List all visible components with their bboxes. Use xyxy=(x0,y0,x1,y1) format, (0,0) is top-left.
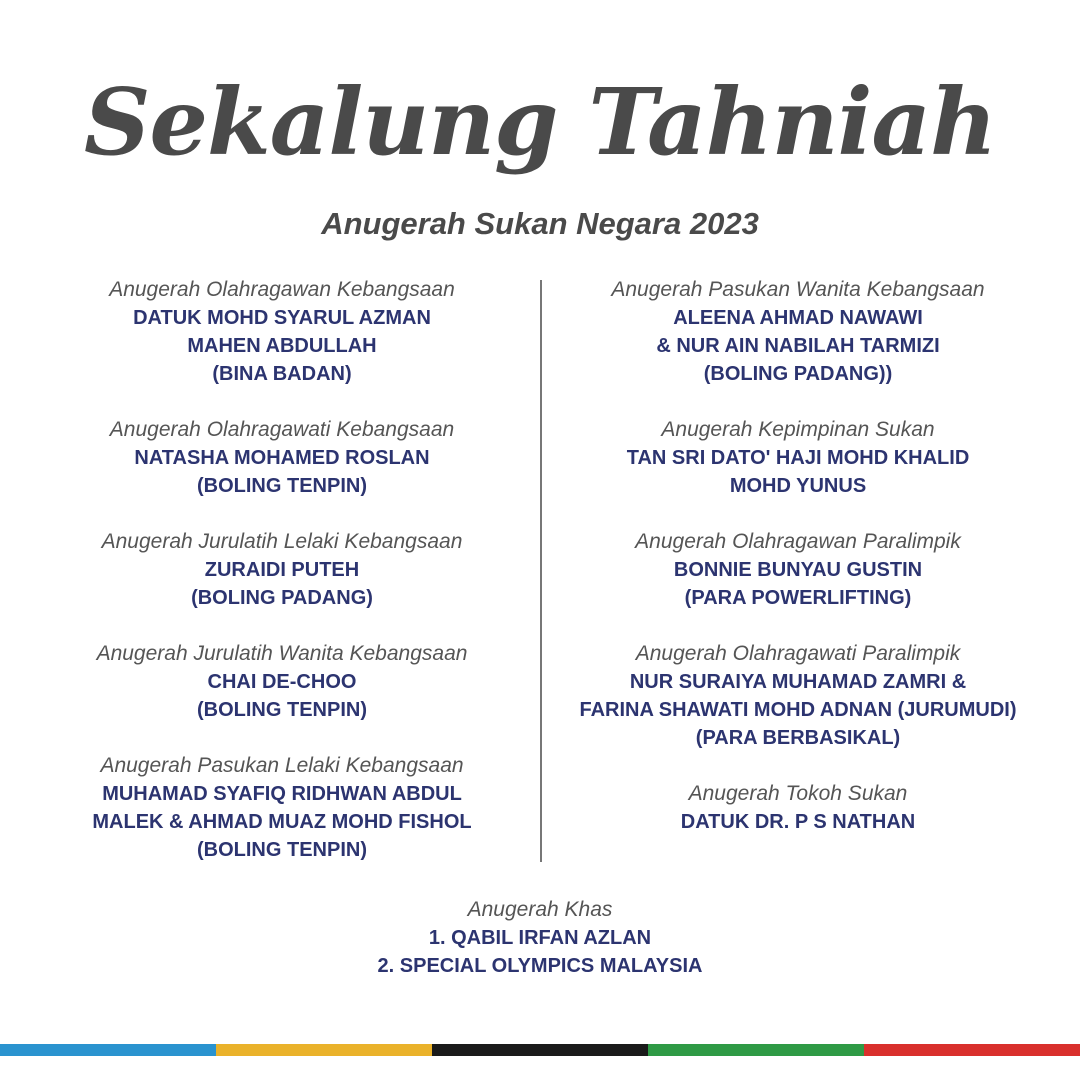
award-recipient: FARINA SHAWATI MOHD ADNAN (JURUMUDI) xyxy=(579,699,1017,721)
award-recipient: DATUK MOHD SYARUL AZMAN xyxy=(133,307,431,329)
award-recipient: NUR SURAIYA MUHAMAD ZAMRI & xyxy=(629,671,967,693)
page-subtitle: Anugerah Sukan Negara 2023 xyxy=(321,206,759,241)
award-title: Anugerah Olahragawati Paralimpik xyxy=(635,642,961,665)
award-entry xyxy=(42,528,522,612)
award-entry xyxy=(548,780,1048,836)
award-sport: (BOLING PADANG)) xyxy=(703,363,893,385)
award-title: Anugerah Kepimpinan Sukan xyxy=(661,418,935,441)
award-entry xyxy=(548,640,1048,752)
right-award-column xyxy=(548,276,1048,836)
award-sport: (BOLING TENPIN) xyxy=(197,475,367,497)
award-recipient: DATUK DR. P S NATHAN xyxy=(680,811,916,833)
award-sport: (BOLING PADANG) xyxy=(191,587,373,609)
award-sport: (BOLING TENPIN) xyxy=(197,699,367,721)
award-sport: (BOLING TENPIN) xyxy=(197,839,367,861)
award-recipient: 2. SPECIAL OLYMPICS MALAYSIA xyxy=(377,955,703,977)
award-recipient: 1. QABIL IRFAN AZLAN xyxy=(428,927,652,949)
award-title: Anugerah Tokoh Sukan xyxy=(688,782,908,805)
award-title: Anugerah Olahragawati Kebangsaan xyxy=(109,418,455,441)
color-stripe-red xyxy=(864,1044,1080,1056)
award-recipient: TAN SRI DATO' HAJI MOHD KHALID xyxy=(626,447,970,469)
award-recipient: BONNIE BUNYAU GUSTIN xyxy=(673,559,923,581)
left-award-column xyxy=(42,276,522,864)
award-recipient: MOHD YUNUS xyxy=(729,475,867,497)
award-entry xyxy=(548,528,1048,612)
award-recipient: MALEK & AHMAD MUAZ MOHD FISHOL xyxy=(92,811,472,833)
color-stripe-green xyxy=(648,1044,864,1056)
award-recipient: CHAI DE-CHOO xyxy=(207,671,357,693)
special-award xyxy=(0,896,1080,980)
award-title: Anugerah Olahragawan Kebangsaan xyxy=(109,278,455,301)
award-title: Anugerah Pasukan Wanita Kebangsaan xyxy=(611,278,985,301)
award-sport: (BINA BADAN) xyxy=(212,363,352,385)
page-title: Sekalung Tahniah xyxy=(84,68,996,176)
color-stripe-yellow xyxy=(216,1044,432,1056)
award-title: Anugerah Jurulatih Wanita Kebangsaan xyxy=(96,642,468,665)
column-divider xyxy=(540,280,542,862)
color-stripe-blue xyxy=(0,1044,216,1056)
award-recipient: NATASHA MOHAMED ROSLAN xyxy=(134,447,430,469)
award-entry xyxy=(548,416,1048,500)
award-recipient: & NUR AIN NABILAH TARMIZI xyxy=(656,335,940,357)
award-title: Anugerah Khas xyxy=(467,898,613,921)
award-title: Anugerah Pasukan Lelaki Kebangsaan xyxy=(100,754,464,777)
color-stripe-black xyxy=(432,1044,648,1056)
award-entry xyxy=(42,276,522,388)
award-entry xyxy=(42,416,522,500)
award-title: Anugerah Jurulatih Lelaki Kebangsaan xyxy=(101,530,463,553)
award-entry xyxy=(548,276,1048,388)
award-recipient: ALEENA AHMAD NAWAWI xyxy=(673,307,923,329)
award-entry xyxy=(42,640,522,724)
award-recipient: MUHAMAD SYAFIQ RIDHWAN ABDUL xyxy=(102,783,462,805)
award-sport: (PARA POWERLIFTING) xyxy=(684,587,912,609)
award-recipient: ZURAIDI PUTEH xyxy=(204,559,360,581)
award-sport: (PARA BERBASIKAL) xyxy=(695,727,901,749)
award-recipient: MAHEN ABDULLAH xyxy=(187,335,377,357)
award-title: Anugerah Olahragawan Paralimpik xyxy=(635,530,961,553)
award-entry xyxy=(42,752,522,864)
